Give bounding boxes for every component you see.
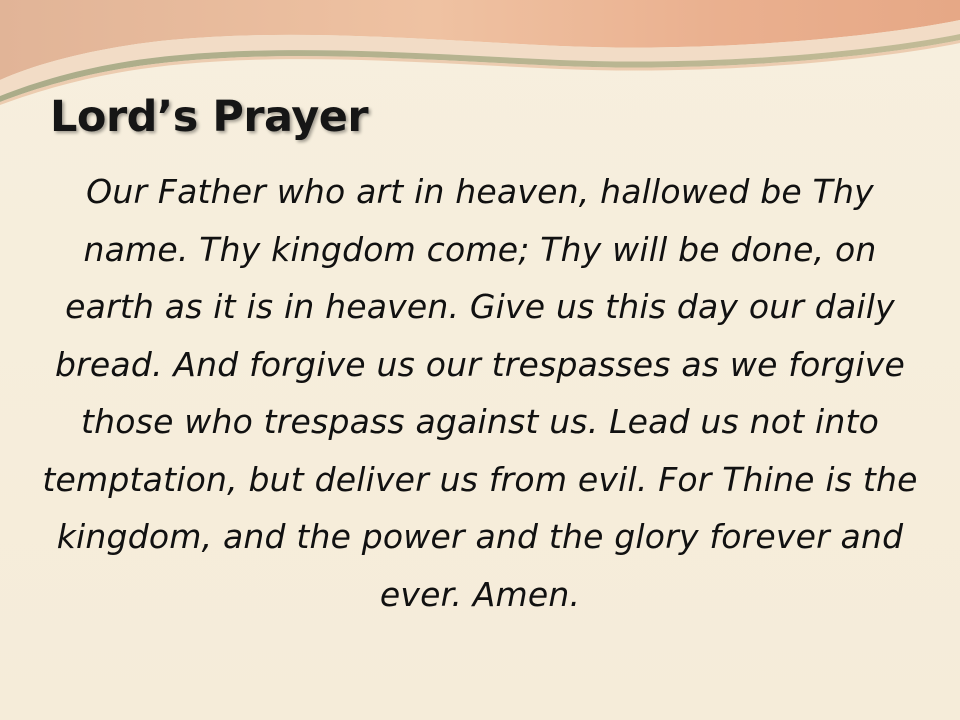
prayer-text: Our Father who art in heaven, hallowed be Thy name. Thy kingdom come; Thy will be done, on earth as it is in heaven. Give us this day our daily bread. And forgive us our trespasses as we forgive those who trespass against us. Lead us not into temptation, but deliver us from evil. For Thine is the kingdom, and the power and the glory forever and ever. Amen. <box>42 172 918 614</box>
slide-title: Lord’s Prayer <box>50 92 369 142</box>
